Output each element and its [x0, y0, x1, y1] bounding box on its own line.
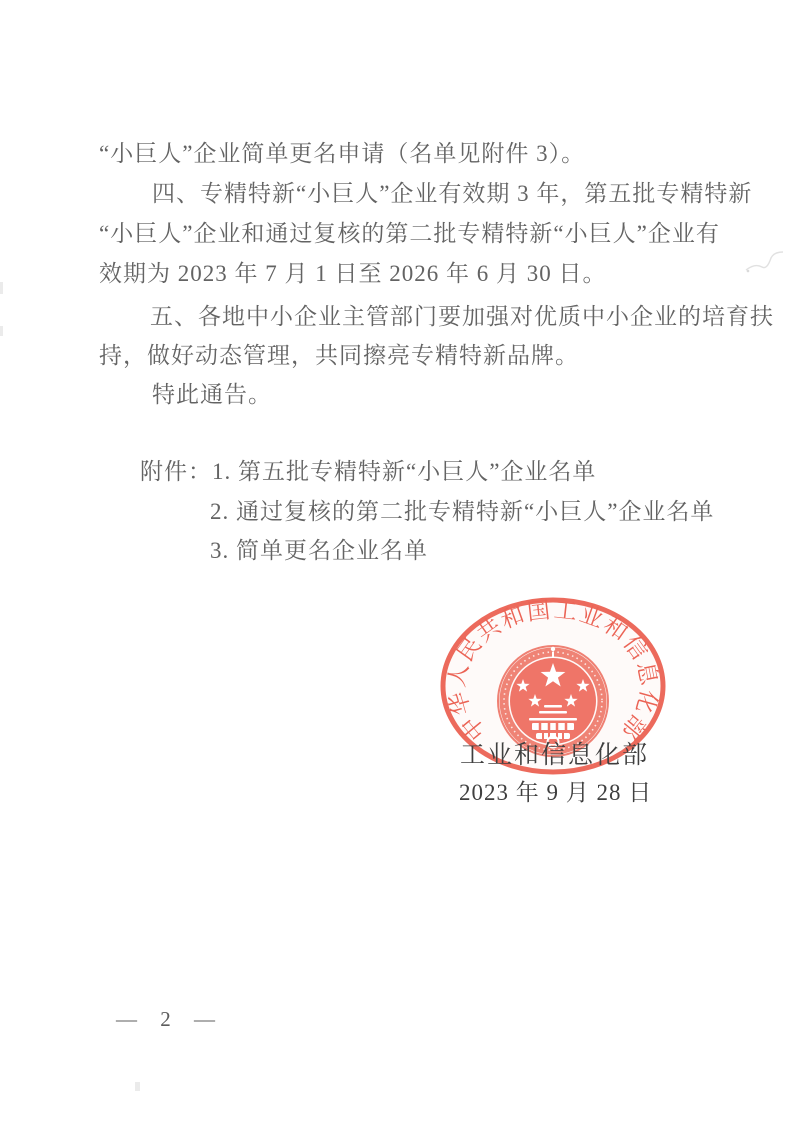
- body-line: “小巨人”企业简单更名申请（名单见附件 3）。: [99, 141, 586, 166]
- body-line: “小巨人”企业和通过复核的第二批专精特新“小巨人”企业有: [99, 221, 720, 246]
- attachment-line: 附件：1. 第五批专精特新“小巨人”企业名单: [140, 459, 597, 484]
- seal-ring-textpath: 中华人民共和国工业和信息化部: [443, 597, 663, 745]
- scan-artifact: [135, 1082, 140, 1091]
- page-number: — 2 —: [116, 1007, 224, 1031]
- body-line: 效期为 2023 年 7 月 1 日至 2026 年 6 月 30 日。: [99, 261, 607, 286]
- body-line: 四、专精特新“小巨人”企业有效期 3 年，第五批专精特新: [152, 181, 753, 206]
- attachment-line: 2. 通过复核的第二批专精特新“小巨人”企业名单: [210, 499, 715, 524]
- scan-artifact: [0, 282, 3, 294]
- body-line: 持，做好动态管理，共同擦亮专精特新品牌。: [99, 343, 579, 368]
- signature-agency: 工业和信息化部: [460, 742, 650, 769]
- signature-date: 2023 年 9 月 28 日: [459, 780, 653, 805]
- body-line: 五、各地中小企业主管部门要加强对优质中小企业的培育扶: [150, 304, 774, 329]
- scan-artifact: [742, 246, 788, 280]
- scan-artifact: [0, 326, 3, 336]
- attachment-line: 3. 简单更名企业名单: [210, 538, 428, 563]
- body-line: 特此通告。: [152, 382, 272, 407]
